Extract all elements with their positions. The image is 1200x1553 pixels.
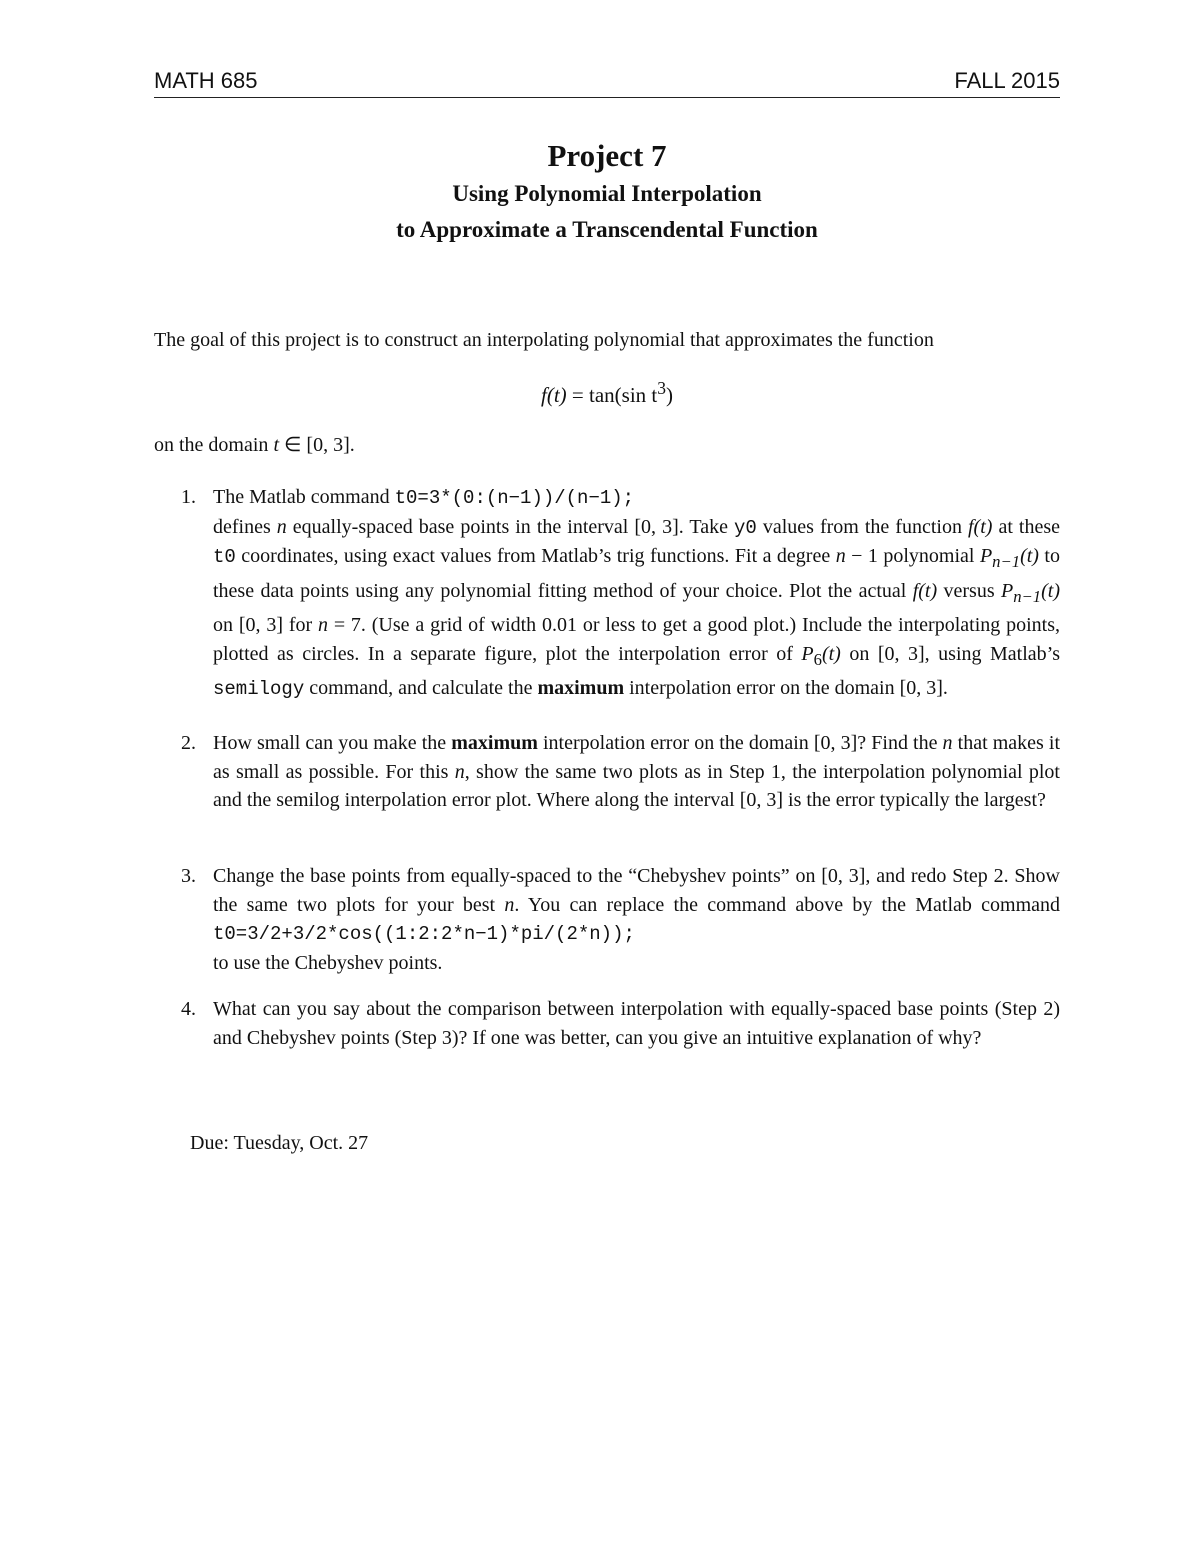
matlab-code: semilogy: [213, 678, 305, 700]
domain-prefix: on the domain: [154, 434, 274, 456]
math-expr: (t): [821, 642, 841, 665]
text: − 1 polynomial: [845, 545, 980, 567]
math-expr: (t): [1041, 579, 1060, 602]
item-content: [213, 995, 1060, 1052]
project-subtitle-line1: Using Polynomial Interpolation: [452, 181, 762, 206]
matlab-code: t0=3*(0:(n−1))/(n−1);: [394, 487, 635, 509]
math-subscript: n−1: [1013, 586, 1042, 606]
item-number: 4.: [181, 998, 196, 1020]
text: The Matlab command: [213, 486, 395, 508]
term-label: FALL 2015: [954, 68, 1060, 93]
text: to these data points using any polynomial fitting method of your choice. Plot the actual: [213, 545, 1060, 602]
text: to use the Chebyshev points.: [213, 951, 443, 974]
page-header: [154, 68, 1060, 98]
item-number: 1.: [181, 486, 196, 508]
math-expr: f(t): [912, 579, 938, 602]
item-content: [213, 483, 1060, 704]
intro-paragraph: The goal of this project is to construct an interpolating polynomial that approximates the function: [154, 329, 934, 351]
math-subscript: n−1: [992, 552, 1021, 571]
project-title: Project 7: [547, 138, 667, 173]
text: values from the function: [756, 515, 968, 538]
project-subtitle-line2: to Approximate a Transcendental Function: [396, 217, 818, 242]
formula-rhs: tan(sin t: [589, 383, 658, 407]
text: that makes it as small as possible. For this: [213, 732, 1060, 783]
list-item: [154, 862, 1060, 977]
text: = 7. (Use a grid of width 0.01 or less to get a good plot.) Include the interpolating points, plotted as circles. In a separate figure, plot the interpolation error of: [213, 614, 1061, 665]
matlab-code: t0=3/2+3/2*cos((1:2:2*n−1)*pi/(2*n));: [213, 923, 635, 945]
text: How small can you make the: [213, 732, 452, 754]
item-content: [213, 862, 1060, 977]
emphasis: maximum: [537, 677, 625, 699]
math-var: P: [801, 642, 814, 665]
formula-equals: =: [566, 383, 589, 407]
text: What can you say about the comparison between interpolation with equally-spaced base points (Step 2) and Chebyshev points (Step 3)? If one was better, can you give an intuitive explanation of why?: [213, 998, 1060, 1049]
text: . You can replace the command above by the Matlab command: [514, 893, 1061, 916]
matlab-code: y0: [734, 516, 757, 539]
item-content: [213, 729, 1060, 815]
math-var: n: [454, 760, 465, 783]
math-expr: (t): [1020, 545, 1039, 567]
math-var: n: [317, 614, 328, 636]
math-subscript: 6: [813, 649, 822, 669]
formula-lhs: f(t): [541, 383, 567, 407]
domain-suffix: ∈ [0, 3].: [279, 434, 355, 456]
text: on [0, 3] for: [213, 614, 318, 636]
text: defines: [213, 515, 277, 538]
list-item: [154, 729, 1060, 815]
math-var: n: [504, 893, 515, 916]
matlab-code: t0: [213, 546, 236, 568]
item-number: 3.: [181, 865, 196, 887]
math-var: P: [979, 545, 993, 567]
text: command, and calculate the: [304, 677, 538, 699]
text: on [0, 3], using Matlab’s: [840, 642, 1060, 665]
formula-rhs-close: ): [666, 383, 673, 407]
course-label: MATH 685: [154, 68, 258, 93]
math-expr: f(t): [967, 515, 993, 538]
title-block: [154, 136, 1060, 248]
text: , show the same two plots as in Step 1, the interpolation polynomial plot and the semilog interpolation error plot. Where along the interval [0, 3] is the error typically the largest?: [213, 760, 1060, 811]
math-var: n: [835, 545, 846, 567]
text: Change the base points from equally-spaced to the “Chebyshev points” on [0, 3], and redo Step 2. Show the same two plots for your best: [213, 865, 1060, 916]
domain-line: [154, 431, 1060, 459]
emphasis: maximum: [451, 732, 538, 754]
formula-exponent: 3: [657, 378, 666, 398]
math-var: n: [276, 515, 287, 538]
text: interpolation error on the domain [0, 3]? Find the: [537, 732, 943, 754]
due-date: Due: Tuesday, Oct. 27: [190, 1132, 369, 1154]
math-var: n: [942, 732, 953, 754]
list-item: [154, 995, 1060, 1052]
item-number: 2.: [181, 732, 196, 754]
math-var: P: [1000, 579, 1014, 602]
domain-variable: t: [273, 434, 279, 456]
function-formula: [154, 378, 1060, 408]
text: versus: [937, 579, 1001, 602]
text: equally-spaced base points in the interval [0, 3]. Take: [286, 515, 734, 538]
text: at these: [992, 515, 1060, 538]
text: coordinates, using exact values from Matlab’s trig functions. Fit a degree: [235, 545, 836, 567]
text: interpolation error on the domain [0, 3].: [624, 677, 948, 699]
list-item: [154, 483, 1060, 704]
